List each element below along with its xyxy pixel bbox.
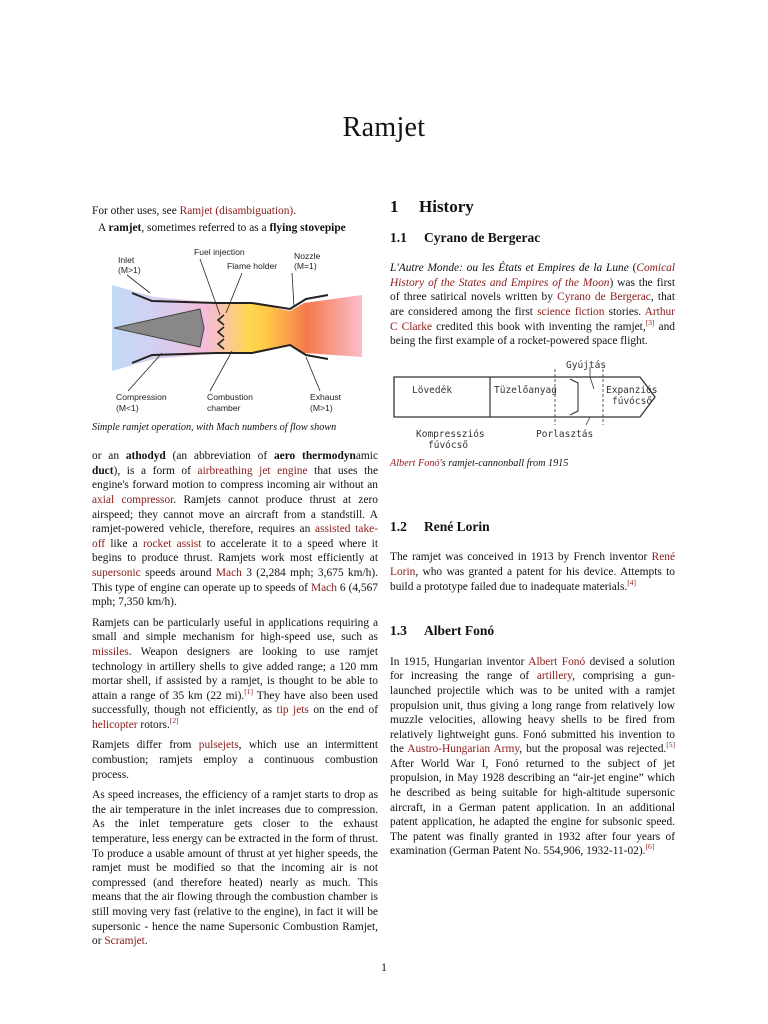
pulsejets-link[interactable]: pulsejets [198,739,239,752]
fono-caption-link[interactable]: Albert Fonó [390,457,440,469]
cyrano-paragraph: L'Autre Monde: ou les États et Empires de la Lune (Comical History of the States and Empires of the Moon) was the first of three satirical novels written by Cyrano de Bergerac, that are considered among the first science fiction stories. Arthur C Clarke credited this book with inventing the ramjet,[3] and being the first example of a rocket-powered space flight. [390,262,676,348]
science-fiction-link[interactable]: science fiction [537,305,605,318]
citation-6[interactable]: [6] [645,842,655,852]
ramjet-caption: Simple ramjet operation, with Mach numbers of flow shown [92,422,337,434]
austro-hungarian-army-link[interactable]: Austro-Hungarian Army [407,743,520,756]
section-cyrano-heading: 1.1 Cyrano de Bergerac [390,229,541,245]
nozzle-label: Nozzle [294,251,321,262]
citation-4[interactable]: [4] [627,577,636,587]
supersonic-link[interactable]: supersonic [92,566,141,579]
chamber-label: chamber [207,403,241,414]
fono-diagram-svg [390,359,660,451]
fuvoc1-label: fúvócső [612,395,653,407]
inlet-label: Inlet [118,255,135,266]
clarke-link[interactable]: Arthur C Clarke [390,305,676,333]
mach-link[interactable]: Mach [215,566,242,579]
fono-caption: Albert Fonó's ramjet-cannonball from 1915 [390,457,569,469]
compression-label: Compression [116,392,167,403]
missiles-link[interactable]: missiles [92,645,129,658]
fono-paragraph: In 1915, Hungarian inventor Albert Fonó devised a solution for increasing the range of artillery, comprising a gun-launched projectile which was to be united with a ramjet propulsion unit, thus giving a long range from relatively low muzzle velocities, allowing heavy shells to be fired from relatively lightweight guns. Fonó submitted his invention to the Austro-Hungarian Army, but the proposal was rejected.[5] After World War I, Fonó returned to the subject of jet propulsion, in May 1928 describing an “air-jet engine” which he described as being suitable for high-altitude supersonic aircraft, in a German patent application. In an additional patent application, he adapted the engine for subsonic speed. The patent was finally granted in 1932 after four years of examination (German Patent No. 554,906, 1932-11-02).[6] [390,655,675,858]
nozzle-mach-label: (M=1) [294,261,317,272]
tip-jets-link[interactable]: tip jets [276,704,309,717]
page-number: 1 [381,960,387,974]
axial-compressor-link[interactable]: axial compressor [92,493,174,506]
pulsejets-paragraph: Ramjets differ from pulsejets, which use an intermittent combustion; ramjets employ a continuous combustion process. [92,739,378,781]
citation-1[interactable]: [1] [244,686,254,696]
gyujtas-label: Gyújtás [566,359,607,371]
airbreathing-link[interactable]: airbreathing jet engine [197,464,308,477]
page-title: Ramjet [342,112,426,143]
expanzios-label: Expanziós [606,384,658,396]
fuel-injection-label: Fuel injection [194,247,245,258]
helicopter-link[interactable]: helicopter [92,718,138,731]
compression-mach-label: (M<1) [116,403,139,414]
porlasztas-label: Porlasztás [536,428,594,440]
comical-history-link[interactable]: Comical History of the States and Empires of the Moon [390,262,675,289]
fuvoc2-label: fúvócső [428,439,469,451]
tuzeloanyag-label: Tüzelőanyag [494,384,557,396]
section-lorin-heading: 1.2 René Lorin [390,518,490,534]
mach-link[interactable]: Mach [310,581,337,594]
inlet-mach-label: (M>1) [118,265,141,276]
fono-diagram [390,359,675,484]
citation-5[interactable]: [5] [666,740,675,750]
hatnote: For other uses, see Ramjet (disambiguation). [92,205,297,217]
flame-holder-label: Flame holder [227,261,278,272]
combustion-label: Combustion [207,392,253,403]
citation-3[interactable]: [3] [645,317,655,327]
section-history-heading: 1 History [390,197,474,216]
applications-paragraph: Ramjets can be particularly useful in applications requiring a small and simple mechanism for high-speed use, such as missiles. Weapon designers are looking to use ramjet technology in artillery shells to give added range; a 120 mm mortar shell, if assisted by a ramjet, is thought to be able to attain a range of 35 km (22 mi).[1] They have also been used successfully, though not efficiently, as tip jets on the end of helicopter rotors.[2] [92,616,378,731]
section-fono-heading: 1.3 Albert Fonó [390,623,495,639]
kompresszios-label: Kompressziós [416,428,485,440]
fono-link[interactable]: Albert Fonó [528,655,586,668]
citation-2[interactable]: [2] [169,716,179,726]
left-column [92,204,378,955]
lovedek-label: Lövedék [412,384,453,396]
ramjet-diagram [92,245,378,435]
ramjet-diagram-svg [92,245,378,415]
rocket-assist-link[interactable]: rocket assist [142,537,202,550]
scramjet-link[interactable]: Scramjet [104,935,145,948]
exhaust-mach-label: (M>1) [310,403,333,414]
assisted-takeoff-link[interactable]: assisted take-off [92,523,379,550]
disambiguation-link[interactable]: Ramjet (disambiguation) [179,205,294,217]
right-column [390,197,676,865]
speed-paragraph: As speed increases, the efficiency of a ramjet starts to drop as the air temperature in the inlet increases due to compression. As the inlet temperature gets closer to the exhaust temperature, less energy can be extracted in the form of thrust. To produce a usable amount of thrust at yet higher speeds, the ramjet must be modified so that the incoming air is not compressed (and therefore heated) nearly as much. This means that the air flowing through the combustion chamber is still moving very fast (relative to the engine), in fact it will be supersonic - hence the name Supersonic Combustion Ramjet, or Scramjet. [92,789,378,948]
cyrano-link[interactable]: Cyrano de Bergerac [557,291,651,304]
intro-paragraph: or an athodyd (an abbreviation of aero thermodynamic duct), is a form of airbreathing jet engine that uses the engine's forward motion to compress incoming air without an axial compressor. Ramjets cannot produce thrust at zero airspeed; they cannot move an aircraft from a standstill. A ramjet-powered vehicle, therefore, requires an assisted take-off like a rocket assist to accelerate it to a speed where it begins to produce thrust. Ramjets work most efficiently at supersonic speeds around Mach 3 (2,284 mph; 3,675 km/h). This type of engine can operate up to speeds of Mach 6 (4,567 mph; 7,350 km/h). [92,450,379,609]
lorin-link[interactable]: René Lorin [390,551,675,578]
lorin-paragraph: The ramjet was conceived in 1913 by French inventor René Lorin, who was granted a patent for his device. Attempts to build a prototype failed due to inadequate materials.[4] [390,551,675,593]
exhaust-label: Exhaust [310,392,342,403]
lead-sentence: A ramjet, sometimes referred to as a flying stovepipe [98,221,346,234]
artillery-link[interactable]: artillery [536,670,573,683]
